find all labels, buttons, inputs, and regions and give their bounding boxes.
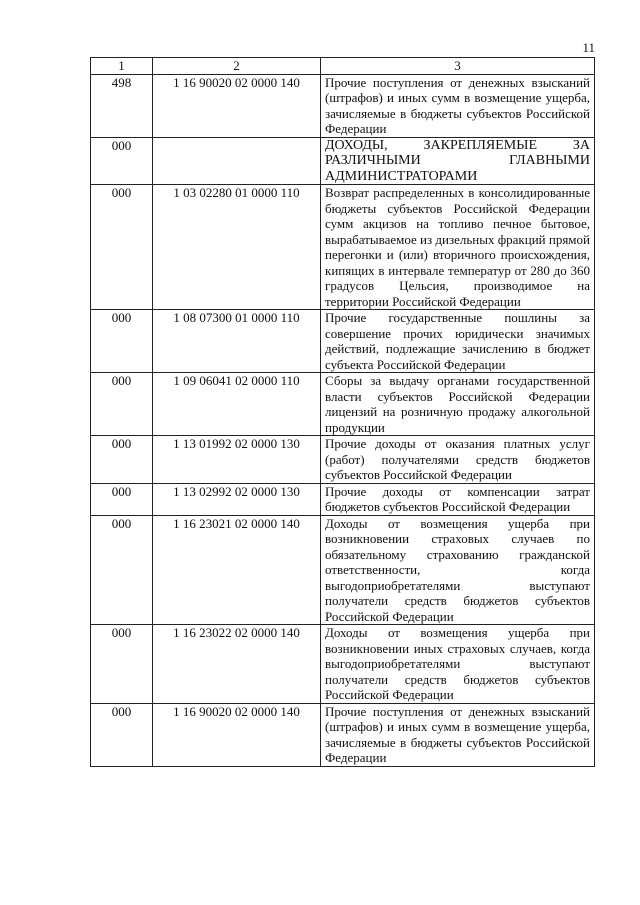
admin-code-cell: 000 (91, 515, 153, 625)
revenue-code-cell: 1 09 06041 02 0000 110 (153, 373, 321, 436)
table-row (91, 436, 595, 484)
admin-code-cell: 000 (91, 625, 153, 704)
table-row (91, 703, 595, 766)
revenue-code-cell: 1 13 02992 02 0000 130 (153, 483, 321, 515)
admin-code-cell: 000 (91, 483, 153, 515)
revenue-name-cell: Сборы за выдачу органами государственной власти субъектов Российской Федерации лицензий на розничную продажу алкогольной продукции (321, 373, 595, 436)
revenue-code-cell: 1 16 23021 02 0000 140 (153, 515, 321, 625)
revenue-code-cell: 1 13 01992 02 0000 130 (153, 436, 321, 484)
column-header-3: 3 (321, 58, 595, 75)
revenue-name-cell: Прочие государственные пошлины за совершение прочих юридически значимых действий, подлежащие зачислению в бюджет субъекта Российской Федерации (321, 310, 595, 373)
table-row (91, 483, 595, 515)
revenue-code-cell: 1 16 23022 02 0000 140 (153, 625, 321, 704)
table-row (91, 310, 595, 373)
revenue-name-cell: Доходы от возмещения ущерба при возникновении иных страховых случаев, когда выгодоприобретателями выступают получатели средств бюджетов субъектов Российской Федерации (321, 625, 595, 704)
admin-code-cell: 000 (91, 185, 153, 310)
table-row (91, 625, 595, 704)
table-row (91, 185, 595, 310)
revenue-code-cell: 1 16 90020 02 0000 140 (153, 74, 321, 137)
revenue-code-cell: 1 03 02280 01 0000 110 (153, 185, 321, 310)
revenue-name-cell: Возврат распределенных в консолидированные бюджеты субъектов Российской Федерации сумм акцизов на топливо печное бытовое, вырабатываемое из дизельных фракций прямой перегонки и (или) вторичного происхождения, кипящих в интервале температур от 280 до 360 градусов Цельсия, производимое на территории Российской Федерации (321, 185, 595, 310)
table-header-row (91, 58, 595, 75)
revenue-name-cell: Прочие поступления от денежных взысканий (штрафов) и иных сумм в возмещение ущерба, зачисляемые в бюджеты субъектов Российской Федерации (321, 703, 595, 766)
revenue-name-cell: Прочие поступления от денежных взысканий (штрафов) и иных сумм в возмещение ущерба, зачисляемые в бюджеты субъектов Российской Федерации (321, 74, 595, 137)
table-row (91, 74, 595, 137)
revenue-name-cell: Прочие доходы от оказания платных услуг (работ) получателями средств бюджетов субъектов Российской Федерации (321, 436, 595, 484)
revenue-code-cell: 1 08 07300 01 0000 110 (153, 310, 321, 373)
table-row (91, 373, 595, 436)
revenue-code-cell: 1 16 90020 02 0000 140 (153, 703, 321, 766)
page-number: 11 (582, 40, 595, 55)
revenue-name-cell: Доходы от возмещения ущерба при возникновении страховых случаев по обязательному страхованию гражданской ответственности, когда выгодоприобретателями выступают получатели средств бюджетов субъектов Российской Федерации (321, 515, 595, 625)
column-header-2: 2 (153, 58, 321, 75)
table-row (91, 515, 595, 625)
admin-code-cell: 000 (91, 703, 153, 766)
admin-code-cell: 000 (91, 310, 153, 373)
column-header-1: 1 (91, 58, 153, 75)
admin-code-cell: 000 (91, 436, 153, 484)
revenue-code-cell (153, 137, 321, 185)
revenue-name-cell: Прочие доходы от компенсации затрат бюджетов субъектов Российской Федерации (321, 483, 595, 515)
admin-code-cell: 000 (91, 137, 153, 185)
table-row (91, 137, 595, 185)
section-heading-cell: ДОХОДЫ, ЗАКРЕПЛЯЕМЫЕ ЗА РАЗЛИЧНЫМИ ГЛАВНЫМИ АДМИНИСТРАТОРАМИ (321, 137, 595, 185)
admin-code-cell: 000 (91, 373, 153, 436)
admin-code-cell: 498 (91, 74, 153, 137)
revenue-table (90, 57, 595, 767)
